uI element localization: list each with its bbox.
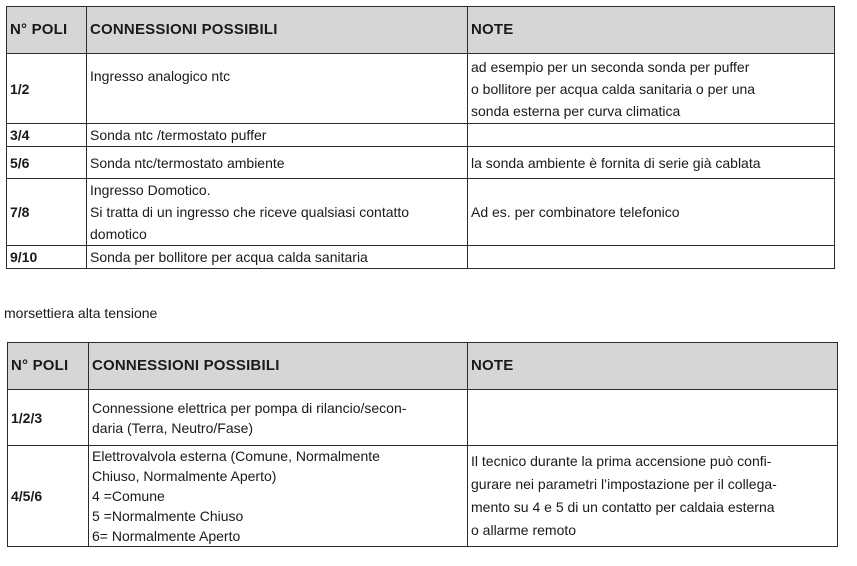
connection-text: Elettrovalvola esterna (Comune, Normalmente <box>92 448 380 464</box>
note-text: sonda esterna per curva climatica <box>471 102 681 119</box>
pole-cell: 4/5/6 <box>8 446 89 547</box>
table-header-row <box>8 343 838 390</box>
connection-text: Connessione elettrica per pompa di rilancio/secon- <box>92 399 407 416</box>
note-text: o bollitore per acqua calda sanitaria o per una <box>471 80 756 97</box>
header-poli: N° POLI <box>7 7 87 54</box>
note-cell <box>468 390 838 446</box>
section-caption: morsettiera alta tensione <box>4 305 158 321</box>
header-note: NOTE <box>468 343 838 390</box>
pole-cell: 9/10 <box>7 246 87 269</box>
connection-text: domotico <box>90 226 147 242</box>
connection-cell: Sonda ntc/termostato ambiente <box>87 147 468 179</box>
table-row <box>7 124 835 147</box>
connections-table-low-voltage <box>6 6 835 269</box>
pole-cell: 7/8 <box>7 179 87 246</box>
table-row <box>8 446 838 547</box>
note-text: Il tecnico durante la prima accensione può confi- <box>471 453 772 469</box>
connection-text: 6= Normalmente Aperto <box>92 528 241 544</box>
table-header-row <box>7 7 835 54</box>
table-row <box>8 390 838 446</box>
header-poli: N° POLI <box>8 343 89 390</box>
pole-cell: 3/4 <box>7 124 87 147</box>
table-row <box>7 246 835 269</box>
note-cell <box>468 54 835 124</box>
note-text: ad esempio per un seconda sonda per puffer <box>471 58 750 75</box>
connection-cell <box>89 446 468 547</box>
connection-text: Si tratta di un ingresso che riceve qualsiasi contatto <box>90 204 410 220</box>
note-cell <box>468 446 838 547</box>
connection-cell <box>87 54 468 124</box>
header-note: NOTE <box>468 7 835 54</box>
pole-cell: 5/6 <box>7 147 87 179</box>
connection-cell <box>89 390 468 446</box>
connection-cell <box>87 179 468 246</box>
connection-text: Ingresso analogico ntc <box>90 68 231 84</box>
pole-cell: 1/2 <box>7 54 87 124</box>
note-text: o allarme remoto <box>471 522 577 538</box>
table-row <box>7 179 835 246</box>
connection-text: Ingresso Domotico. <box>90 182 211 198</box>
note-cell <box>468 246 835 269</box>
table-row <box>7 147 835 179</box>
connection-cell: Sonda per bollitore per acqua calda sanitaria <box>87 246 468 269</box>
connection-text: 5 =Normalmente Chiuso <box>92 508 244 524</box>
pole-cell: 1/2/3 <box>8 390 89 446</box>
note-cell: la sonda ambiente è fornita di serie già cablata <box>468 147 835 179</box>
note-cell: Ad es. per combinatore telefonico <box>468 179 835 246</box>
header-connessioni: CONNESSIONI POSSIBILI <box>87 7 468 54</box>
connections-table-high-voltage <box>7 342 838 547</box>
connection-cell: Sonda ntc /termostato puffer <box>87 124 468 147</box>
connection-text: daria (Terra, Neutro/Fase) <box>92 419 254 436</box>
connection-text: 4 =Comune <box>92 488 165 504</box>
note-cell <box>468 124 835 147</box>
table-row <box>7 54 835 124</box>
connection-text: Chiuso, Normalmente Aperto) <box>92 468 277 484</box>
header-connessioni: CONNESSIONI POSSIBILI <box>89 343 468 390</box>
note-text: mento su 4 e 5 di un contatto per caldaia esterna <box>471 499 775 515</box>
note-text: gurare nei parametri l’impostazione per il collega- <box>471 476 777 492</box>
